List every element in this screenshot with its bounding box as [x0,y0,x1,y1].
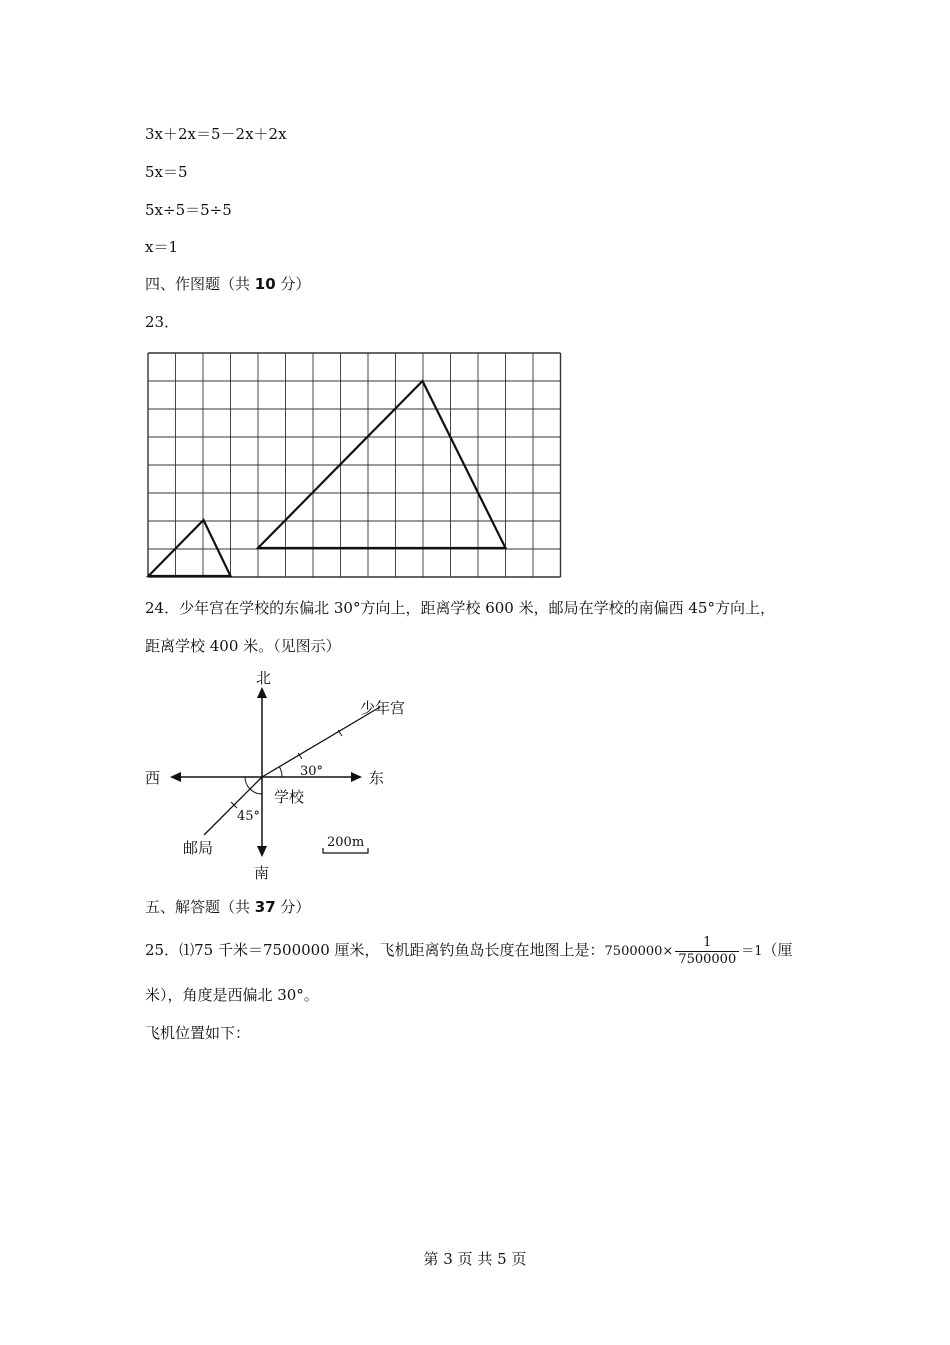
section-4-prefix: 四、作图题（共 [145,275,255,293]
north-label: 北 [256,669,272,687]
question-24-line-1: 24．少年宫在学校的东偏北 30°方向上，距离学校 600 米，邮局在学校的南偏西 45°方向上， [145,599,775,617]
question-25-line-1 [145,932,793,970]
angle-arc-30 [280,767,283,777]
post-office-ray [204,777,262,835]
q25-fraction-numerator: 1 [675,935,739,952]
section-4-heading [145,274,310,294]
post-office-label: 邮局 [183,839,214,857]
large-triangle [258,381,506,548]
q25-formula-right: ＝1 [741,944,763,959]
school-label: 学校 [274,788,305,806]
section-5-prefix: 五、解答题（共 [145,898,255,916]
section-5-points: 37 [254,898,276,916]
q25-text: 25．⑴75 千米＝7500000 厘米，飞机距离钓鱼岛长度在地图上是： [145,941,605,959]
question-25-line-2: 米），角度是西偏北 30°。 [145,986,319,1004]
question-25-line-3: 飞机位置如下： [145,1024,251,1042]
q25-fraction-denominator: 7500000 [678,951,737,967]
section-4-suffix: 分） [275,275,311,293]
q23-grid-figure [140,345,570,585]
q25-line-end: （厘 [762,941,793,959]
east-arrowhead [351,772,362,782]
angle-45-label: 45° [237,809,261,824]
angle-30-label: 30° [300,764,324,779]
equation-line-3: 5x÷5＝5÷5 [145,201,232,219]
grid [148,353,561,577]
south-arrowhead [257,846,267,857]
equation-line-1: 3x＋2x＝5－2x＋2x [145,125,287,143]
east-label: 东 [369,769,385,787]
scale-label: 200m [327,835,365,850]
q25-fraction [675,935,739,968]
question-24-line-2: 距离学校 400 米。（见图示） [145,637,341,655]
small-triangle [149,520,231,576]
equation-line-4: x＝1 [145,238,179,256]
q24-direction-diagram [140,665,430,885]
page-footer: 第 3 页 共 5 页 [423,1250,527,1268]
west-label: 西 [145,769,161,787]
north-arrowhead [257,687,267,698]
west-arrowhead [170,772,181,782]
south-label: 南 [254,864,270,882]
question-23-label: 23． [145,313,180,331]
q25-formula-left: 7500000× [604,944,674,959]
section-4-points: 10 [254,275,276,293]
section-5-heading [145,897,310,917]
equation-line-2: 5x＝5 [145,163,188,181]
youth-palace-label: 少年宫 [360,699,406,717]
section-5-suffix: 分） [275,898,311,916]
